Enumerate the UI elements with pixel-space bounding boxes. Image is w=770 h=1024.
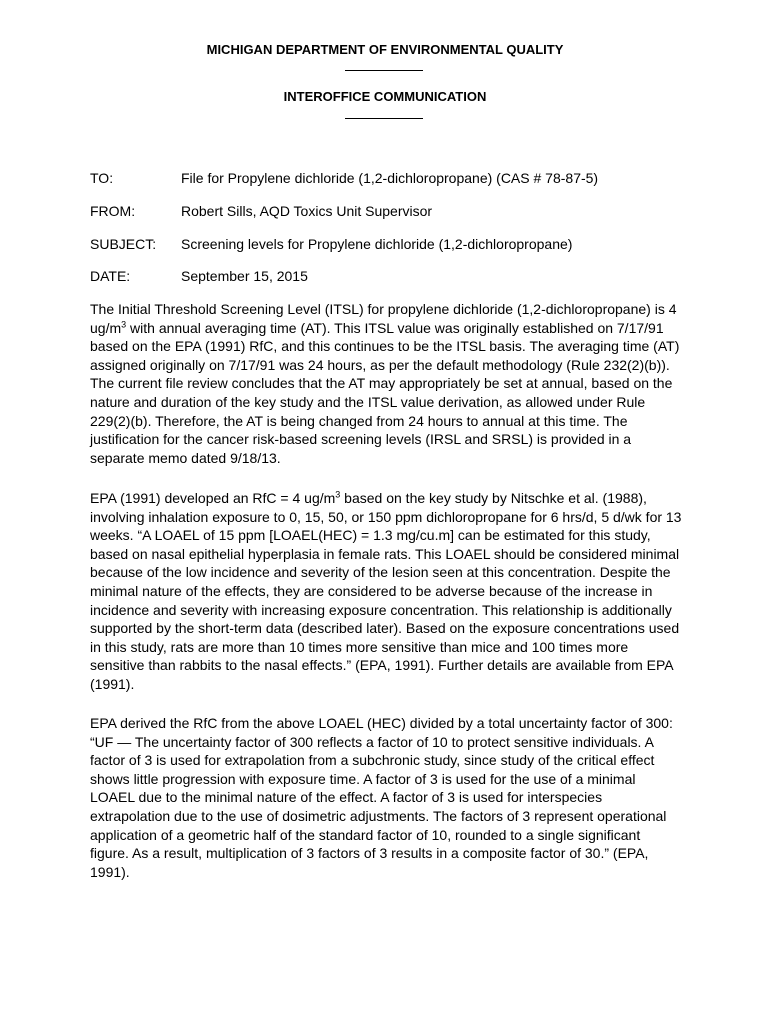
paragraph-itsl-text <box>90 300 682 467</box>
paragraph-uncertainty-factor <box>90 714 682 881</box>
paragraph-rfc-text <box>90 489 682 694</box>
memo-from-label: FROM: <box>90 203 136 219</box>
paragraph-rfc-part-b: based on the key study by Nitschke et al. (1988), involving inhalation exposure to 0, 15, 50, or 150 ppm dichloropropane for 6 hrs/d, 5 d/wk for 13 weeks. “A LOAEL of 15 ppm [LOAEL(HEC) = 1.3 mg/cu.m] can be estimated for this study, based on nasal epithelial hyperplasia in female rats. This LOAEL should be considered minimal because of the low incidence and severity of the lesion seen at this concentration. Despite the minimal nature of the effects, they are considered to be adverse because of the increase in incidence and severity with increasing exposure concentration. This relationship is additionally supported by the short-term data (described later). Based on the exposure concentrations used in this study, rats are more than 10 times more sensitive than mice and 100 times more sensitive than rabbits to the nasal effects.” (EPA, 1991). Further details are available from EPA (1991). <box>90 490 682 692</box>
document-type: INTEROFFICE COMMUNICATION <box>283 89 487 104</box>
memo-date-label: DATE: <box>90 268 131 284</box>
memo-to-label: TO: <box>90 170 114 186</box>
agency-title: MICHIGAN DEPARTMENT OF ENVIRONMENTAL QUALITY <box>206 42 564 57</box>
paragraph-rfc <box>90 489 682 694</box>
memo-date-value: September 15, 2015 <box>181 268 308 284</box>
paragraph-rfc-part-a: EPA (1991) developed an RfC = 4 ug/m <box>90 490 336 506</box>
memo-from-value: Robert Sills, AQD Toxics Unit Supervisor <box>181 203 433 219</box>
superscript-3: 3 <box>335 489 341 500</box>
paragraph-uncertainty-factor-text: EPA derived the RfC from the above LOAEL (HEC) divided by a total uncertainty factor of 300: “UF — The uncertainty factor of 300 reflects a factor of 10 to protect sensitive individuals. A factor of 3 is used for extrapolation from a subchronic study, since study of the critical effect shows little progression with exposure time. A factor of 3 is used for the use of a minimal LOAEL due to the minimal nature of the effect. A factor of 3 is used for interspecies extrapolation due to the use of dosimetric adjustments. The factors of 3 represent operational application of a geometric half of the standard factor of 10, rounded to a single significant figure. As a result, multiplication of 3 factors of 3 results in a composite factor of 30.” (EPA, 1991). <box>90 715 673 880</box>
memo-subject-label: SUBJECT: <box>90 236 157 252</box>
paragraph-itsl-part-b: with annual averaging time (AT). This ITSL value was originally established on 7/17/91 based on the EPA (1991) RfC, and this continues to be the ITSL basis. The averaging time (AT) assigned originally on 7/17/91 was 24 hours, as per the default methodology (Rule 232(2)(b)). The current file review concludes that the AT may appropriately be set at annual, based on the nature and duration of the key study and the ITSL value derivation, as allowed under Rule 229(2)(b). Therefore, the AT is being changed from 24 hours to annual at this time. The justification for the cancer risk-based screening levels (IRSL and SRSL) is provided in a separate memo dated 9/18/13. <box>90 319 680 466</box>
memo-to-value: File for Propylene dichloride (1,2-dichloropropane) (CAS # 78-87-5) <box>181 170 599 186</box>
paragraph-itsl-part-a: The Initial Threshold Screening Level (ITSL) for propylene dichloride (1,2-dichloropropane) is 4 ug/m <box>90 301 677 336</box>
memo-subject-value: Screening levels for Propylene dichloride (1,2-dichloropropane) <box>181 236 573 252</box>
superscript-3: 3 <box>121 318 127 329</box>
title-underline <box>345 70 423 71</box>
paragraph-itsl <box>90 300 682 467</box>
doc-type-underline <box>345 118 423 119</box>
